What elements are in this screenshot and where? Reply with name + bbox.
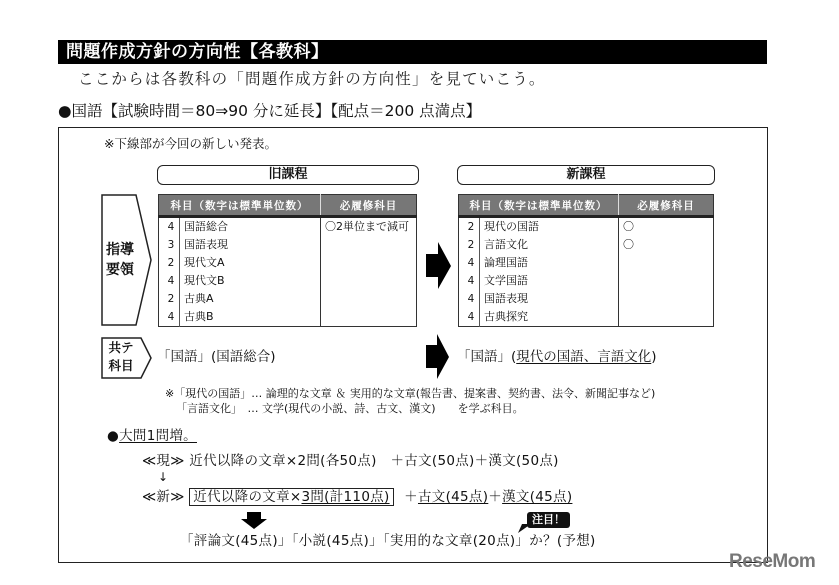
new-essay-box: [189, 488, 393, 506]
subject-note-2: 「言語文化」 … 文学(現代の小説、詩、古文、漢文) を学ぶ科目。: [176, 402, 524, 415]
required: 〇: [619, 217, 714, 237]
subject: 古典探究: [484, 310, 528, 323]
new-kobun: 古文(45点): [417, 489, 489, 505]
subject: 古典A: [184, 292, 214, 305]
table-row: [459, 236, 714, 254]
guideline-label: [104, 240, 136, 280]
units: 2: [159, 254, 180, 272]
current-structure: 近代以降の文章×2問(各50点) ＋古文(50点)＋漢文(50点): [189, 453, 559, 469]
subject-note-1: ※「現代の国語」… 論理的な文章 ＆ 実用的な文章(報告書、提案書、契約書、法令、新聞記事など): [165, 387, 656, 400]
new-curriculum-table: [458, 194, 714, 327]
subject: 文学国語: [484, 274, 528, 287]
old-curriculum-table: [158, 194, 417, 327]
table-row: [159, 308, 417, 327]
units: 4: [459, 290, 480, 308]
new-essay-prefix: 近代以降の文章×: [193, 489, 302, 505]
new-kanbun: 漢文(45点): [502, 489, 573, 505]
units: 4: [159, 272, 180, 290]
common-test-new: [457, 348, 657, 366]
down-arrow-icon: [240, 512, 268, 530]
subject: 国語総合: [184, 220, 228, 233]
new-label: ≪新≫: [142, 489, 185, 505]
subject: 論理国語: [484, 256, 528, 269]
table-row: [159, 290, 417, 308]
required: [619, 272, 714, 290]
col-header-subject: 科目（数字は標準単位数）: [159, 195, 321, 217]
exam-new: [142, 487, 572, 507]
units: 2: [459, 236, 480, 254]
common-test-new-prefix: 「国語」(: [457, 349, 517, 365]
units: 4: [459, 254, 480, 272]
common-test-old: 「国語」(国語総合): [157, 349, 276, 365]
plus-sign: ＋: [488, 489, 503, 505]
subject: 現代文A: [184, 256, 225, 269]
required: [619, 254, 714, 272]
subject-line: ●国語【試験時間＝80⇒90 分に延長】【配点＝200 点満点】: [58, 102, 482, 120]
common-test-label-line2: 科目: [108, 358, 134, 373]
required: [321, 308, 417, 327]
subject: 現代文B: [184, 274, 225, 287]
table-header-row: [459, 195, 714, 217]
new-curriculum-title: 新課程: [457, 165, 715, 185]
right-arrow-icon: [426, 334, 450, 380]
prediction-text: 「評論文(45点)」「小説(45点)」「実用的な文章(20点)」か？(予想): [180, 533, 596, 549]
units: 4: [459, 308, 480, 327]
guideline-label-line2: 要領: [106, 262, 134, 278]
table-row: [459, 254, 714, 272]
units: 4: [459, 272, 480, 290]
common-test-new-suffix: ): [651, 349, 657, 365]
exam-current: [142, 451, 559, 471]
required: [321, 254, 417, 272]
right-arrow-icon: [426, 242, 452, 290]
table-row: [459, 308, 714, 327]
subject: 現代の国語: [484, 220, 539, 233]
table-header-row: [159, 195, 417, 217]
new-essay-count: 3問(計110点): [301, 489, 390, 505]
current-label: ≪現≫: [142, 453, 185, 469]
underline-note: ※下線部が今回の新しい発表。: [104, 136, 277, 151]
required: 〇2単位まで減可: [321, 217, 417, 237]
guideline-label-line1: 指導: [106, 242, 134, 258]
subject: 言語文化: [484, 238, 528, 251]
units: 3: [159, 236, 180, 254]
subject: 古典B: [184, 310, 214, 323]
units: 2: [159, 290, 180, 308]
table-row: [459, 272, 714, 290]
attention-callout: 注目！: [527, 512, 570, 528]
resemom-logo: ReseMom: [729, 551, 816, 572]
required: [321, 236, 417, 254]
required: [321, 272, 417, 290]
subject: 国語表現: [484, 292, 528, 305]
required: [619, 290, 714, 308]
table-row: [159, 217, 417, 237]
col-header-required: 必履修科目: [619, 195, 714, 217]
page-title: 問題作成方針の方向性【各教科】: [58, 40, 767, 64]
col-header-subject: 科目（数字は標準単位数）: [459, 195, 619, 217]
units: 4: [159, 308, 180, 327]
required: [321, 290, 417, 308]
old-curriculum-title: 旧課程: [157, 165, 419, 185]
units: 4: [159, 217, 180, 237]
section-title: 大問1問増。: [119, 428, 197, 444]
table-row: [159, 272, 417, 290]
table-row: [459, 290, 714, 308]
intro-text: ここからは各教科の「問題作成方針の方向性」を見ていこう。: [78, 70, 546, 88]
plus-sign: ＋: [404, 489, 418, 505]
units: 2: [459, 217, 480, 237]
section-heading: [107, 426, 197, 446]
table-row: [159, 236, 417, 254]
table-row: [459, 217, 714, 237]
table-row: [159, 254, 417, 272]
bullet-icon: ●: [107, 428, 120, 444]
subject: 国語表現: [184, 238, 228, 251]
common-test-new-subjects: 現代の国語、言語文化: [516, 349, 652, 365]
down-arrow-icon: ↓: [158, 470, 169, 484]
col-header-required: 必履修科目: [321, 195, 417, 217]
common-test-label: [104, 339, 138, 375]
required: [619, 308, 714, 327]
required: 〇: [619, 236, 714, 254]
common-test-label-line1: 共テ: [108, 340, 134, 355]
